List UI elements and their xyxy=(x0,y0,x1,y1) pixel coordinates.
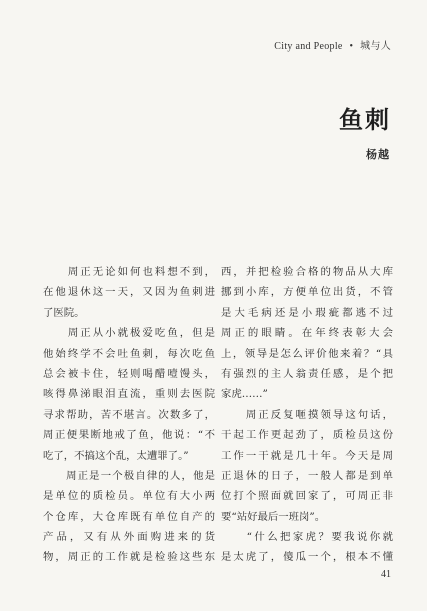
text-column-left xyxy=(43,262,215,568)
text-line: 挪到小库，方便单位出货，不管 xyxy=(221,286,393,299)
article-title: 鱼刺 xyxy=(339,105,391,134)
header-section-en: City and People xyxy=(274,41,343,52)
text-line: 是单位的质检员。单位有大小两 xyxy=(43,490,215,503)
text-line: 总会被卡住，轻则喝醋噎馒头， xyxy=(43,367,215,380)
text-line: 家虎……” xyxy=(221,388,268,401)
text-line: 位打个照面就回家了，可周正非 xyxy=(221,490,393,503)
running-header xyxy=(274,37,391,52)
text-line: 是大毛病还是小瑕疵都逃不过 xyxy=(221,306,393,319)
text-line: 产品，又有从外面购进来的货 xyxy=(43,531,215,544)
text-line: 在他退休这一天，又因为鱼刺进 xyxy=(43,286,215,299)
text-line: 寻求帮助，苦不堪言。次数多了， xyxy=(43,408,215,421)
text-line: 上，领导是怎么评价他来着？“具 xyxy=(221,347,393,360)
text-line: 工作一干就是几十年。今天是周 xyxy=(221,449,393,462)
text-line: 周正是一个极自律的人，他是 xyxy=(43,469,215,482)
text-line: 咳得鼻涕眼泪直流，重则去医院 xyxy=(43,388,215,401)
text-line: 周正从小就极爱吃鱼，但是 xyxy=(43,327,215,340)
text-line: 周正反复咂摸领导这句话， xyxy=(221,408,393,421)
text-line: 个仓库，大仓库既有单位自产的 xyxy=(43,510,215,523)
text-line: 吃了，不搞这个乱，太遭罪了。” xyxy=(43,449,189,462)
text-line: 正退休的日子，一般人都是到单 xyxy=(221,469,393,482)
text-line: 有强烈的主人翁责任感，是个把 xyxy=(221,367,393,380)
text-line: 周正的眼睛。在年终表彰大会 xyxy=(221,327,393,340)
text-line: 是太虎了，傻瓜一个，根本不懂 xyxy=(221,551,393,564)
text-line: 物，周正的工作就是检验这些东 xyxy=(43,551,215,564)
text-line: 了医院。 xyxy=(43,306,85,319)
article-author: 杨越 xyxy=(366,148,390,161)
header-section-zh: 城与人 xyxy=(360,41,391,52)
text-line: “什么把家虎？要我说你就 xyxy=(221,531,393,544)
header-separator: • xyxy=(349,41,354,52)
text-line: 他始终学不会吐鱼刺，每次吃鱼 xyxy=(43,347,215,360)
page-number: 41 xyxy=(381,569,391,580)
text-line: 周正便果断地戒了鱼，他说：“不 xyxy=(43,429,215,442)
text-line: 干起工作更起劲了，质检员这份 xyxy=(221,429,393,442)
text-line: 周正无论如何也料想不到， xyxy=(43,266,215,278)
text-line: 西，并把检验合格的物品从大库 xyxy=(221,266,393,278)
text-line: 要“站好最后一班岗”。 xyxy=(221,510,326,523)
text-column-right xyxy=(221,262,393,568)
